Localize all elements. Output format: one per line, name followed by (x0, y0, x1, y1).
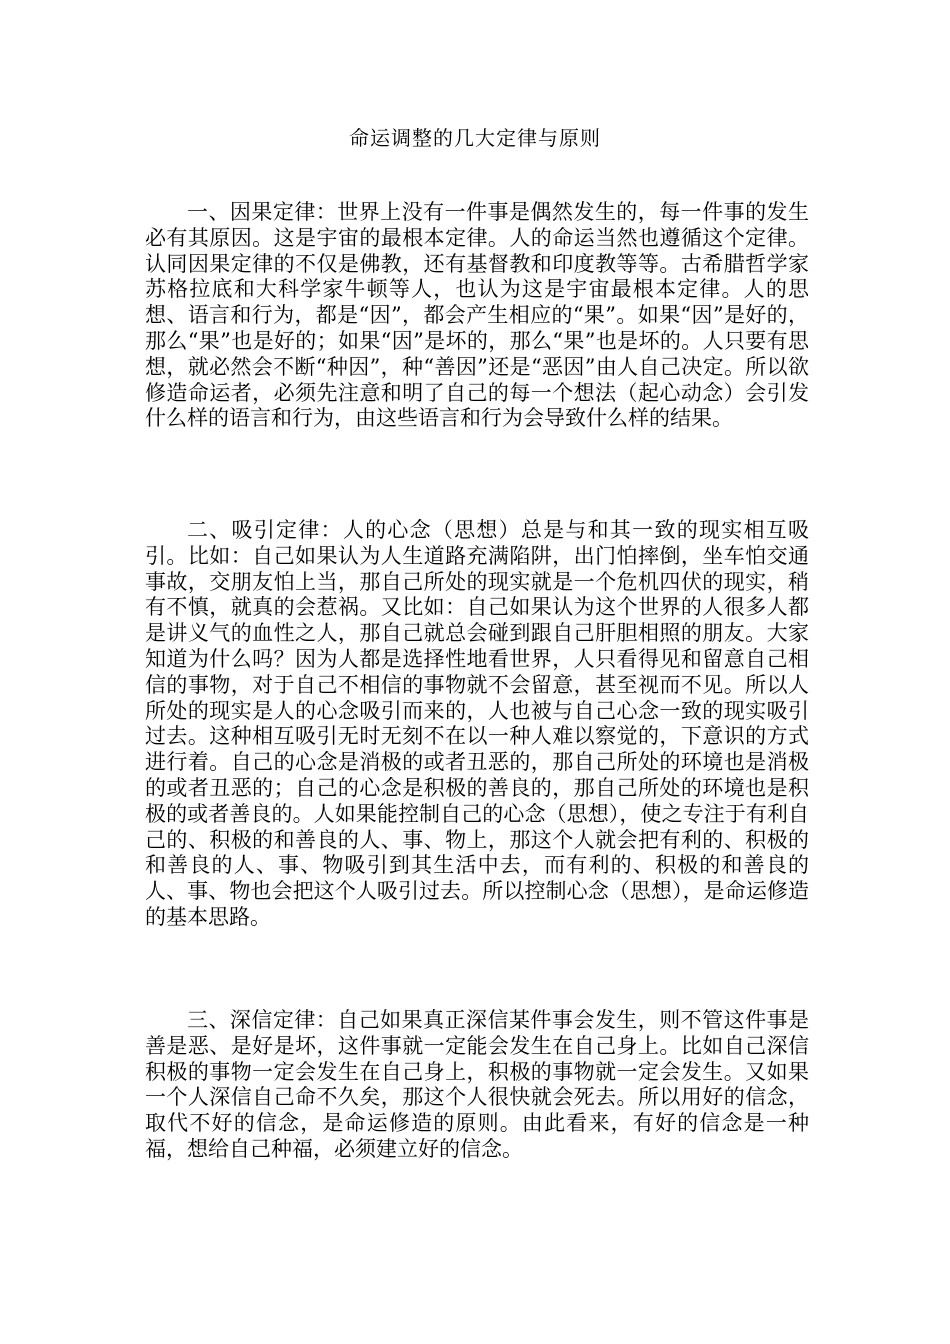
paragraph-belief-law: 三、深信定律：自己如果真正深信某件事会发生，则不管这件事是善是恶、是好是坏，这件事就一定能会发生在自己身上。比如自己深信积极的事物一定会发生在自己身上，积极的事物就一定会发生。又如果一个人深信自己命不久矣，那这个人很快就会死去。所以用好的信念，取代不好的信念，是命运修造的原则。由此看来，有好的信念是一种福，想给自己种福，必须建立好的信念。 (145, 1008, 809, 1161)
paragraph-attraction-law: 二、吸引定律：人的心念（思想）总是与和其一致的现实相互吸引。比如：自己如果认为人生道路充满陷阱，出门怕摔倒，坐车怕交通事故，交朋友怕上当，那自己所处的现实就是一个危机四伏的现实，稍有不慎，就真的会惹祸。又比如：自己如果认为这个世界的人很多人都是讲义气的血性之人，那自己就总会碰到跟自己肝胆相照的朋友。大家知道为什么吗？因为人都是选择性地看世界，人只看得见和留意自己相信的事物，对于自己不相信的事物就不会留意，甚至视而不见。所以人所处的现实是人的心念吸引而来的，人也被与自己心念一致的现实吸引过去。这种相互吸引无时无刻不在以一种人难以察觉的，下意识的方式进行着。自己的心念是消极的或者丑恶的，那自己所处的环境也是消极的或者丑恶的；自己的心念是积极的善良的，那自己所处的环境也是积极的或者善良的。人如果能控制自己的心念（思想），使之专注于有利自己的、积极的和善良的人、事、物上，那这个人就会把有利的、积极的和善良的人、事、物吸引到其生活中去，而有利的、积极的和善良的人、事、物也会把这个人吸引过去。所以控制心念（思想），是命运修造的基本思路。 (145, 518, 809, 929)
paragraph-causality-law: 一、因果定律：世界上没有一件事是偶然发生的，每一件事的发生必有其原因。这是宇宙的最根本定律。人的命运当然也遵循这个定律。认同因果定律的不仅是佛教，还有基督教和印度教等等。古希腊哲学家苏格拉底和大科学家牛顿等人，也认为这是宇宙最根本定律。人的思想、语言和行为，都是“因”，都会产生相应的“果”。如果“因”是好的，那么“果”也是好的；如果“因”是坏的，那么“果”也是坏的。人只要有思想，就必然会不断“种因”，种“善因”还是“恶因”由人自己决定。所以欲修造命运者，必须先注意和明了自己的每一个想法（起心动念）会引发什么样的语言和行为，由这些语言和行为会导致什么样的结果。 (145, 200, 809, 431)
document-title: 命运调整的几大定律与原则 (349, 126, 601, 150)
